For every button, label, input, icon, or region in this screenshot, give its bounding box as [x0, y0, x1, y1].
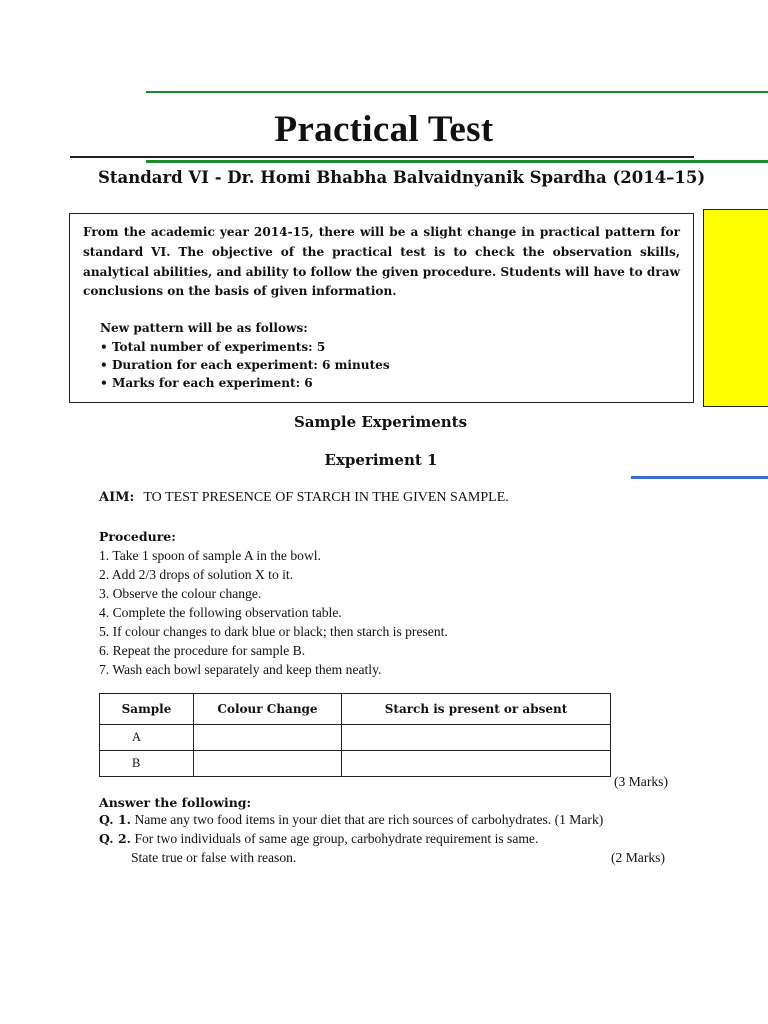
yellow-side-tab	[703, 209, 768, 407]
table-cell	[194, 751, 342, 777]
procedure-step: 1. Take 1 spoon of sample A in the bowl.	[99, 548, 321, 563]
question-1	[99, 812, 603, 828]
table-marks: (3 Marks)	[614, 774, 668, 789]
table-cell: B	[100, 751, 194, 777]
pattern-item: • Marks for each experiment: 6	[100, 376, 313, 391]
question-2-continued: State true or false with reason.	[131, 850, 297, 865]
aim-label: AIM:	[99, 490, 135, 505]
experiment-heading: Experiment 1	[324, 451, 438, 469]
table-header: Colour Change	[194, 694, 342, 725]
table-header: Sample	[100, 694, 194, 725]
question-text: Name any two food items in your diet that are rich sources of carbohydrates. (1 Mark)	[134, 812, 604, 827]
pattern-item: • Duration for each experiment: 6 minutes	[100, 358, 390, 372]
aim-line	[99, 490, 509, 506]
question-text: For two individuals of same age group, carbohydrate requirement is same.	[134, 831, 539, 846]
table-cell: A	[100, 725, 194, 751]
procedure-step: 2. Add 2/3 drops of solution X to it.	[99, 567, 294, 582]
procedure-step: 4. Complete the following observation table.	[99, 605, 342, 620]
procedure-step: 7. Wash each bowl separately and keep them neatly.	[99, 662, 382, 677]
procedure-heading: Procedure:	[99, 529, 176, 544]
aim-text: TO TEST PRESENCE OF STARCH IN THE GIVEN SAMPLE.	[143, 490, 509, 505]
table-header-row	[100, 694, 611, 725]
pattern-heading: New pattern will be as follows:	[100, 321, 308, 336]
table-cell	[342, 725, 611, 751]
procedure-step: 3. Observe the colour change.	[99, 586, 262, 601]
page-subtitle: Standard VI - Dr. Homi Bhabha Balvaidnyanik Spardha (2014–15)	[98, 168, 706, 187]
green-top-rule	[146, 91, 768, 93]
question-label: Q. 1.	[99, 812, 132, 827]
answer-heading: Answer the following:	[99, 795, 252, 810]
table-row	[100, 751, 611, 777]
procedure-steps	[99, 546, 448, 679]
table-row	[100, 725, 611, 751]
title-underline	[70, 156, 694, 158]
question-label: Q. 2.	[99, 831, 132, 846]
pattern-list	[83, 319, 680, 393]
table-cell	[342, 751, 611, 777]
pattern-item: • Total number of experiments: 5	[100, 339, 326, 354]
procedure-step: 6. Repeat the procedure for sample B.	[99, 643, 306, 658]
table-cell	[194, 725, 342, 751]
question-2-marks: (2 Marks)	[611, 850, 665, 865]
question-2	[99, 831, 538, 847]
sample-experiments-heading: Sample Experiments	[293, 413, 468, 431]
info-box	[69, 213, 694, 403]
observation-table	[99, 693, 611, 777]
intro-paragraph: From the academic year 2014-15, there will be a slight change in practical pattern for standard VI. The objective of the practical test is to check the observation skills, analytical abilities, and ability to follow the given procedure. Students will have to draw conclusions on the basis of given information.	[83, 225, 680, 299]
procedure-step: 5. If colour changes to dark blue or black; then starch is present.	[99, 624, 448, 639]
table-header: Starch is present or absent	[342, 694, 611, 725]
green-mid-rule	[146, 160, 768, 163]
blue-side-rule	[631, 476, 768, 479]
page-title: Practical Test	[274, 109, 494, 150]
